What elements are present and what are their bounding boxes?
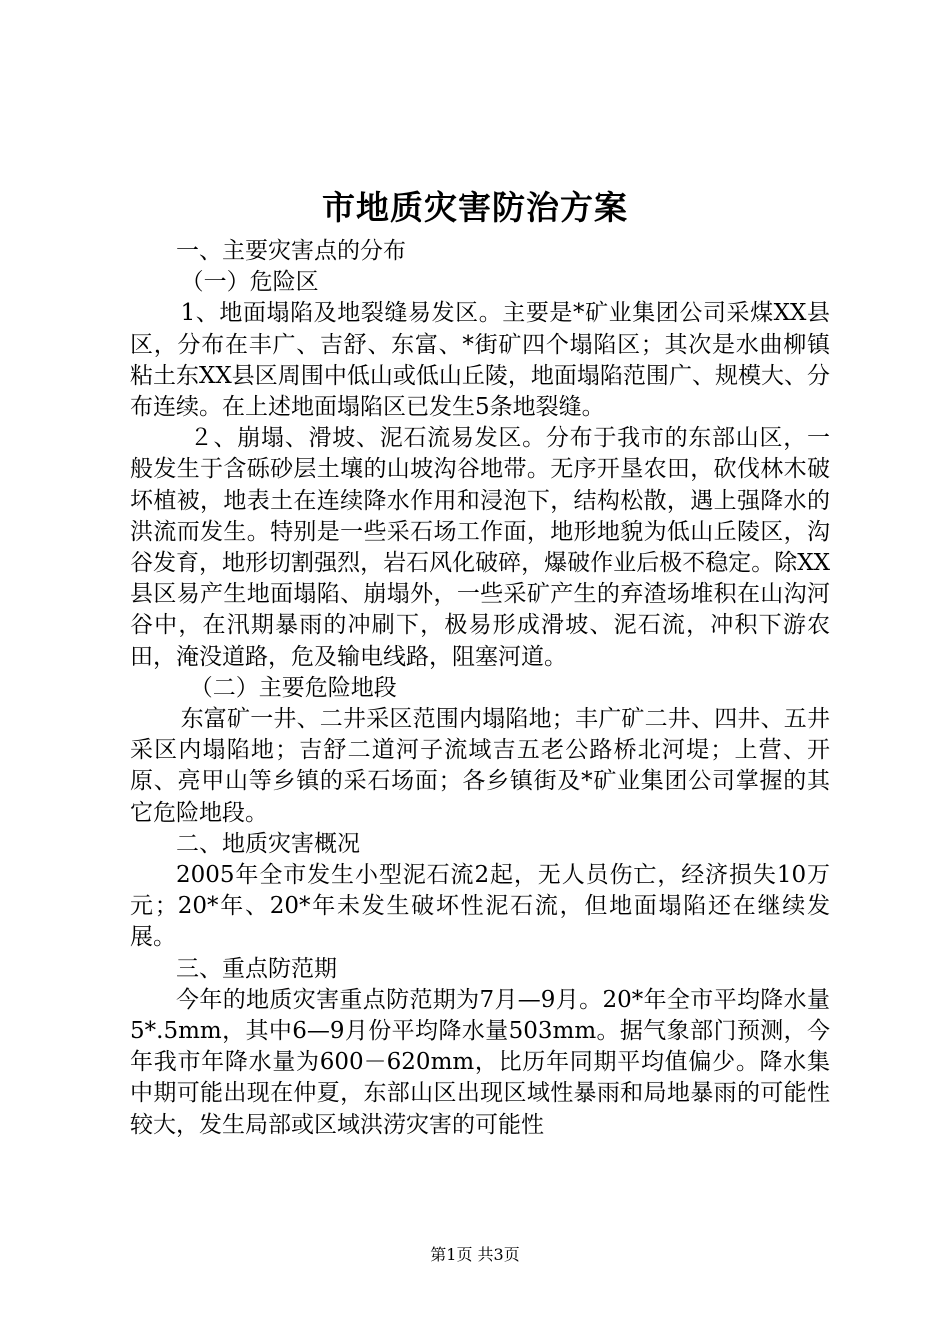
section-heading-overview: 二、地质灾害概况 bbox=[176, 830, 360, 857]
section-heading-prevention-period: 三、重点防范期 bbox=[176, 955, 337, 982]
paragraph-landslide-zone: ２、崩塌、滑坡、泥石流易发区。分布于我市的东部山区，一般发生于含砾砂层土壤的山坡沟谷地带。无序开垦农田，砍伐林木破坏植被，地表土在连续降水作用和浸泡下，结构松散，遇上强降水的洪流而发生。特别是一些采石场工作面，地形地貌为低山丘陵区，沟谷发育，地形切割强烈，岩石风化破碎，爆破作业后极不稳定。除XX县区易产生地面塌陷、崩塌外，一些采矿产生的弃渣场堆积在山沟河谷中，在汛期暴雨的冲刷下，极易形成滑坡、泥石流，冲积下游农田，淹没道路，危及输电线路，阻塞河道。 bbox=[130, 425, 830, 670]
paragraph-danger-sections: 东富矿一井、二井采区范围内塌陷地；丰广矿二井、四井、五井采区内塌陷地；吉舒二道河子流域吉五老公路桥北河堤；上营、开原、亮甲山等乡镇的采石场面；各乡镇街及*矿业集团公司掌握的其它危险地段。 bbox=[130, 706, 830, 826]
document-body bbox=[130, 236, 830, 1141]
paragraph-subsidence-zone: 1、地面塌陷及地裂缝易发区。主要是*矿业集团公司采煤XX县区，分布在丰广、吉舒、东富、*街矿四个塌陷区；其次是水曲柳镇粘土东XX县区周围中低山或低山丘陵，地面塌陷范围广、规模大、分布连续。在上述地面塌陷区已发生5条地裂缝。 bbox=[130, 300, 830, 421]
page-number: 第1页 共3页 bbox=[430, 1245, 520, 1264]
section-heading-distribution: 一、主要灾害点的分布 bbox=[176, 238, 406, 264]
subsection-heading-danger-zone: （一）危险区 bbox=[180, 269, 319, 296]
subsection-heading-danger-sections: （二）主要危险地段 bbox=[189, 674, 397, 701]
document-title: 市地质灾害防治方案 bbox=[322, 188, 628, 227]
paragraph-overview: 2005年全市发生小型泥石流2起，无人员伤亡，经济损失10万元；20*年、20*年未发生破坏性泥石流，但地面塌陷还在继续发展。 bbox=[130, 862, 830, 951]
paragraph-prevention-period: 今年的地质灾害重点防范期为7月—9月。20*年全市平均降水量5*.5mm，其中6—9月份平均降水量503mm。据气象部门预测，今年我市年降水量为600－620mm，比历年同期平均值偏少。降水集中期可能出现在仲夏，东部山区出现区域性暴雨和局地暴雨的可能性较大，发生局部或区域洪涝灾害的可能性 bbox=[130, 986, 830, 1138]
